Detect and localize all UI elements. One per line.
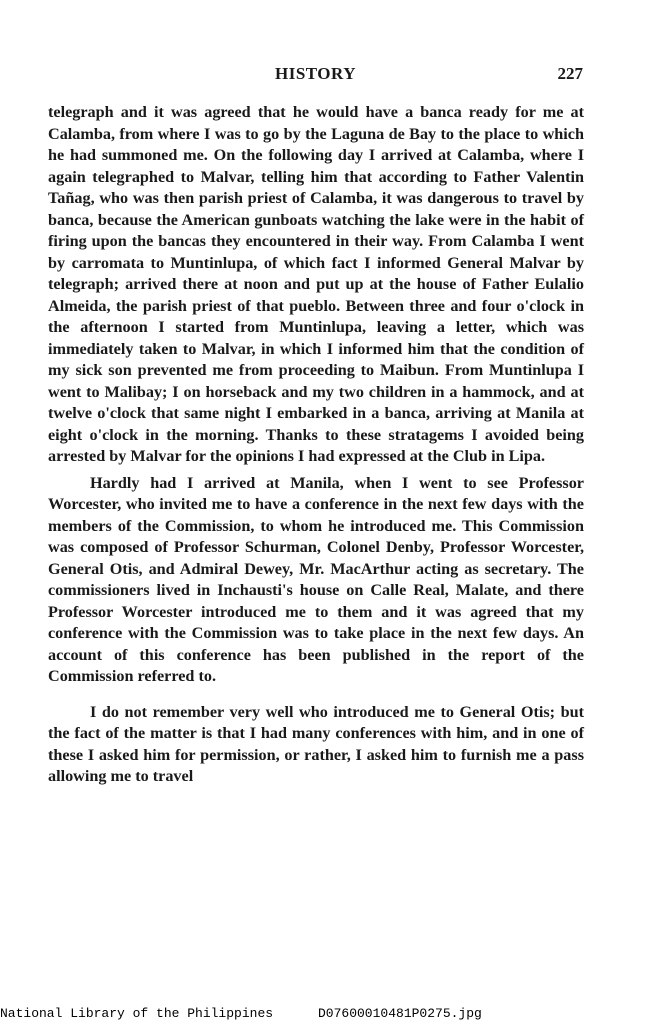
body-text xyxy=(48,102,584,788)
paragraph-general-otis: I do not remember very well who introduced me to General Otis; but the fact of the matter is that I had many conferences with him, and in one of these I asked him for permission, or rather, I asked him to furnish me a pass allowing me to travel xyxy=(48,702,584,785)
paragraph-continued: telegraph and it was agreed that he would have a banca ready for me at Calamba, from where I was to go by the Laguna de Bay to the place to which he had summoned me. On the following day I arrived at Calamba, where I again telegraphed to Malvar, telling him that according to Father Valentin Tañag, who was then parish priest of Calamba, it was dangerous to travel by banca, because the American gunboats watching the lake were in the habit of firing upon the bancas they encountered in their way. From Calamba I went by carromata to Muntinlupa, of which fact I informed General Malvar by telegraph; arrived there at noon and put up at the house of Father Eulalio Almeida, the parish priest of that pueblo. Between three and four o'clock in the afternoon I started from Muntinlupa, leaving a letter, which was immediately taken to Malvar, in which I informed him that the condition of my sick son prevented me from proceeding to Maibun. From Muntinlupa I went to Malibay; I on horseback and my two children in a hammock, and at twelve o'clock that same night I embarked in a banca, arriving at Manila at eight o'clock in the morning. Thanks to these stratagems I avoided being arrested by Malvar for the opinions I had expressed at the Club in Lipa. xyxy=(48,103,584,465)
page-title: HISTORY xyxy=(274,64,356,83)
page-number: 227 xyxy=(557,64,583,83)
scan-footer xyxy=(0,1006,651,1023)
paragraph-commission: Hardly had I arrived at Manila, when I went to see Professor Worcester, who invited me to have a conference in the next few days with the members of the Commission, to whom he introduced me. This Commission was composed of Professor Schurman, Colonel Denby, Professor Worcester, General Otis, and Admiral Dewey, Mr. MacArthur acting as secretary. The commissioners lived in Inchausti's house on Calle Real, Malate, and there Professor Worcester introduced me to them and it was agreed that my conference with the Commission was to take place in the next few days. An account of this conference has been published in the report of the Commission referred to. xyxy=(48,473,584,685)
running-head xyxy=(48,64,583,86)
file-name: D07600010481P0275.jpg xyxy=(318,1006,482,1021)
library-credit: National Library of the Philippines xyxy=(0,1006,274,1021)
